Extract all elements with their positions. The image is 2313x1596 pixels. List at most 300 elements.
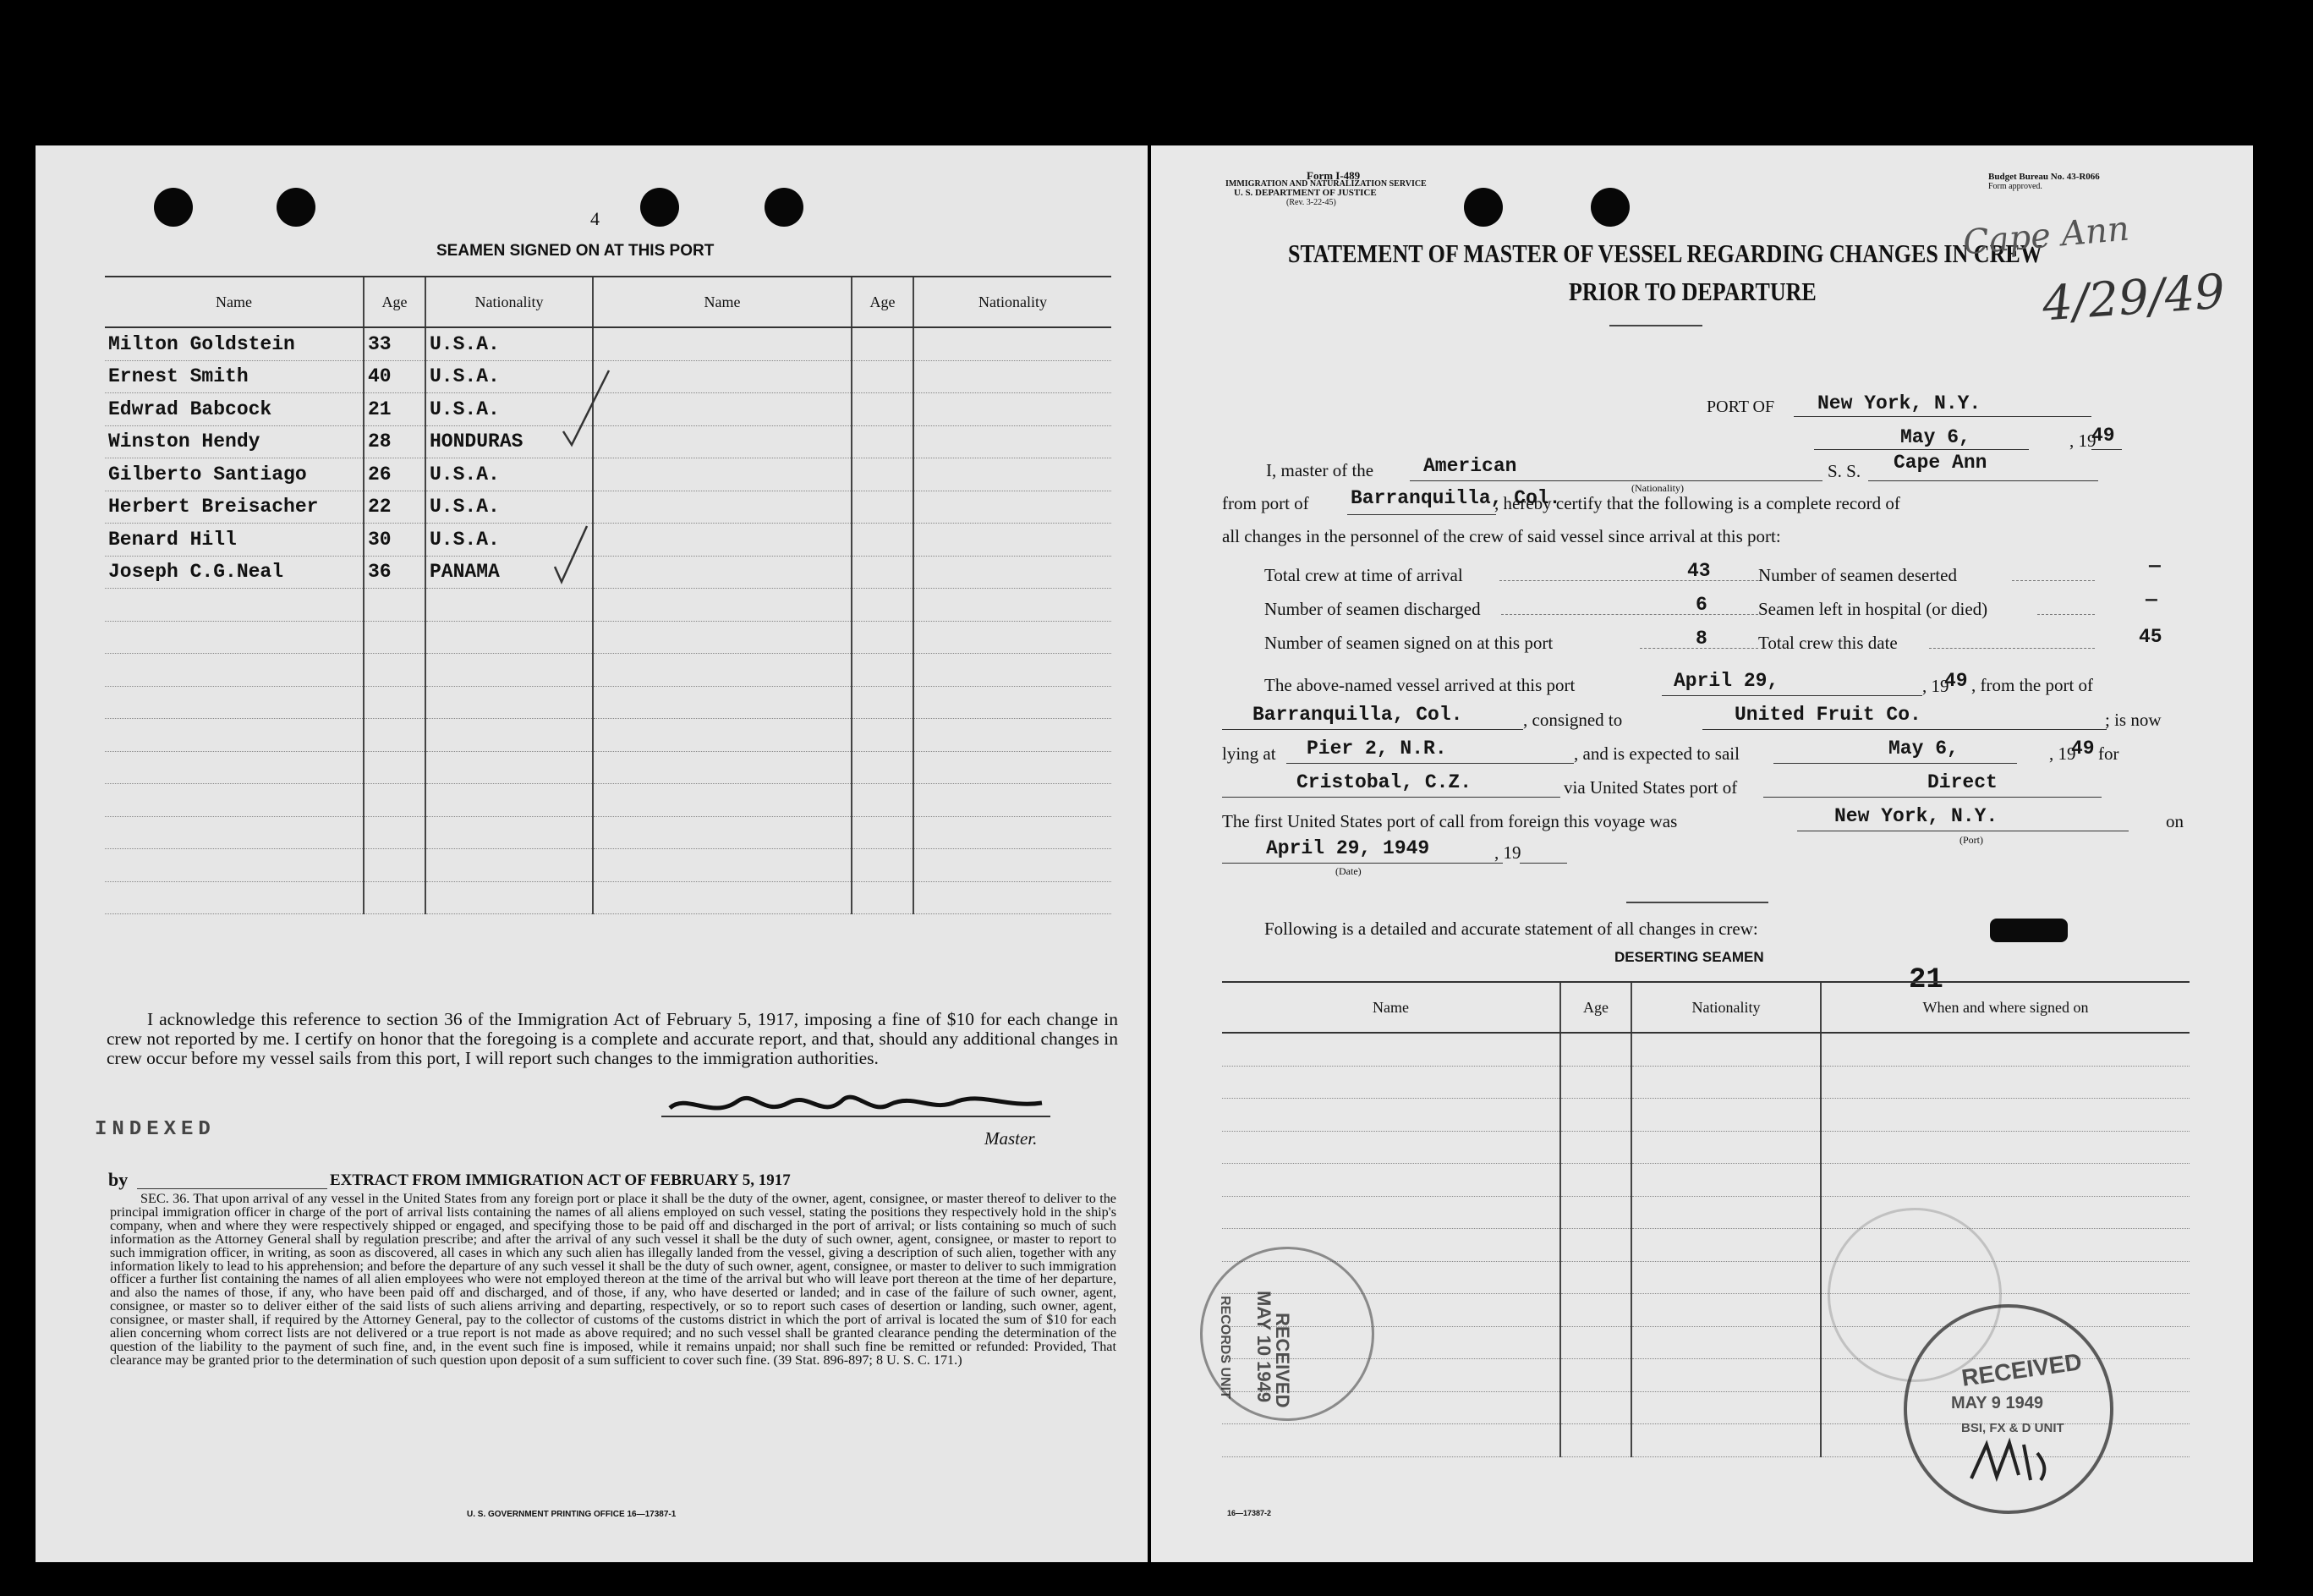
via-port: Direct	[1927, 771, 1998, 793]
nationality-line	[1410, 480, 1822, 481]
empty-cell	[913, 393, 1111, 426]
agency-line2: U. S. DEPARTMENT OF JUSTICE	[1234, 188, 1377, 198]
seaman-name	[105, 719, 364, 752]
empty-cell	[913, 425, 1111, 458]
empty-cell	[852, 719, 913, 752]
first-port-text: The first United States port of call from foreign this voyage was	[1222, 811, 1678, 831]
empty-cell	[1560, 1261, 1631, 1294]
from-port-line	[1347, 514, 1496, 515]
seaman-age: 36	[364, 556, 425, 589]
empty-cell	[913, 654, 1111, 687]
table-row	[105, 719, 1111, 752]
empty-cell	[913, 327, 1111, 360]
form-title-line1: STATEMENT OF MASTER OF VESSEL REGARDING CHANGES IN CREW	[1288, 239, 2042, 268]
stamp-right-line1: RECEIVED	[1959, 1348, 2084, 1391]
column-header: Age	[364, 277, 425, 327]
table-row	[105, 816, 1111, 849]
empty-cell	[1222, 1099, 1560, 1132]
seaman-age	[364, 849, 425, 882]
punch-hole	[154, 188, 193, 227]
seaman-age: 30	[364, 524, 425, 557]
agency-line1: IMMIGRATION AND NATURALIZATION SERVICE	[1225, 179, 1427, 189]
table-row	[105, 393, 1111, 426]
table-row	[105, 589, 1111, 622]
punch-hole	[1464, 188, 1503, 227]
empty-cell	[593, 589, 852, 622]
certify-text1: , hereby certify that the following is a complete record of	[1494, 493, 1900, 513]
deserted-value: —	[2149, 555, 2161, 577]
empty-cell	[1631, 1294, 1821, 1327]
by-line	[137, 1188, 327, 1189]
seaman-age	[364, 719, 425, 752]
seaman-nationality	[425, 719, 593, 752]
nationality-caption: (Nationality)	[1631, 482, 1684, 494]
seaman-nationality: U.S.A.	[425, 458, 593, 491]
empty-cell	[1631, 1359, 1821, 1392]
empty-cell	[1631, 1033, 1821, 1066]
seaman-age: 33	[364, 327, 425, 360]
empty-cell	[852, 784, 913, 817]
table-row	[1222, 1033, 2190, 1066]
empty-cell	[593, 686, 852, 719]
signed-on-label: Number of seamen signed on at this port	[1264, 633, 1554, 653]
stamp-left-line3: RECORDS UNIT	[1218, 1296, 1232, 1399]
punch-hole	[277, 188, 315, 227]
port-line	[1794, 416, 2091, 417]
form-title-line2: PRIOR TO DEPARTURE	[1569, 277, 1817, 306]
stamp-left-line1: RECEIVED	[1272, 1313, 1293, 1408]
seaman-nationality	[425, 751, 593, 784]
empty-cell	[1560, 1391, 1631, 1424]
empty-cell	[593, 751, 852, 784]
left-page	[36, 145, 1148, 1562]
seaman-age	[364, 654, 425, 687]
empty-cell	[913, 360, 1111, 393]
hospital-value: —	[2146, 589, 2157, 611]
seaman-age: 26	[364, 458, 425, 491]
empty-cell	[852, 751, 913, 784]
seaman-nationality: U.S.A.	[425, 360, 593, 393]
stamp-right-line3: BSI, FX & D UNIT	[1961, 1421, 2064, 1435]
ss-label: S. S.	[1828, 461, 1861, 481]
seaman-age	[364, 589, 425, 622]
column-header: Name	[1222, 982, 1560, 1033]
section-rule	[1626, 902, 1768, 903]
empty-cell	[593, 491, 852, 524]
empty-cell	[913, 719, 1111, 752]
punch-hole	[765, 188, 803, 227]
seaman-name	[105, 849, 364, 882]
empty-cell	[1631, 1066, 1821, 1099]
empty-cell	[1821, 1131, 2190, 1164]
total-crew-arrival-label: Total crew at time of arrival	[1264, 565, 1463, 585]
empty-cell	[913, 751, 1111, 784]
table-header-row	[105, 277, 1111, 327]
empty-cell	[852, 524, 913, 557]
seaman-age	[364, 784, 425, 817]
handwritten-date: 4/29/49	[2040, 264, 2227, 332]
printer-line: U. S. GOVERNMENT PRINTING OFFICE 16—17387-1	[467, 1510, 677, 1519]
first-port-year-line	[1520, 863, 1567, 864]
empty-cell	[1631, 1099, 1821, 1132]
date-caption: (Date)	[1335, 865, 1362, 877]
first-port-date: April 29, 1949	[1266, 837, 1430, 859]
empty-cell	[852, 327, 913, 360]
stamp-left-line2: MAY 10 1949	[1253, 1291, 1274, 1403]
handwritten-ship-name: Cape Ann	[1961, 209, 2131, 263]
deserting-number: 21	[1909, 964, 1943, 996]
seaman-nationality	[425, 816, 593, 849]
empty-cell	[913, 816, 1111, 849]
empty-cell	[913, 556, 1111, 589]
redaction-mark	[1990, 919, 2068, 942]
table-row	[1222, 1066, 2190, 1099]
leader-dots	[2037, 614, 2095, 615]
seaman-nationality: U.S.A.	[425, 524, 593, 557]
table-row	[105, 425, 1111, 458]
empty-cell	[852, 556, 913, 589]
total-crew-date: 45	[2139, 626, 2162, 648]
empty-cell	[852, 393, 913, 426]
empty-cell	[593, 327, 852, 360]
seaman-nationality: U.S.A.	[425, 491, 593, 524]
empty-cell	[1560, 1359, 1631, 1392]
empty-cell	[1222, 1164, 1560, 1197]
empty-cell	[593, 524, 852, 557]
seaman-name	[105, 751, 364, 784]
seaman-nationality	[425, 849, 593, 882]
table-row	[105, 524, 1111, 557]
extract-text: SEC. 36. That upon arrival of any vessel in the United States from any foreign port or place it shall be the duty of the owner, agent, consignee, or master thereof to deliver to the principal immigration officer in charge of the port of arrival lists containing the names of all aliens employed on such vessel, stating the positions they respectively hold in the ship's company, when and where they were respectively shipped or engaged, and specifying those to be paid off and discharged in the port of arrival; or lists containing so much of such information as the Attorney General shall by regulation prescribe; and after the arrival of any such vessel it shall be the duty of such owner, agent, consignee, or master to report to such immigration officer, in writing, as soon as discovered, all cases in which any such alien has illegally landed from the vessel, giving a description of such alien, together with any information likely to lead to his apprehension; and before the departure of any such vessel it shall be the duty of such owner, agent, consignee, or master to deliver to such immigration officer a further list containing the names of all alien employees who were not employed thereon at the time of the arrival but who will leave port thereon at the time of her departure, and also the names of those, if any, who have been paid off and discharged, and of those, if any, who have deserted or landed; and in case of the failure of such owner, agent, consignee, or master so to deliver either of the said lists of such aliens arriving and departing, respectively, or so to report such cases of desertion or landing, such owner, agent, consignee, or master shall, if required by the Attorney General, pay to the collector of customs of the customs district in which the port of arrival is located the sum of $10 for each alien concerning whom correct lists are not delivered or a true report is not made as above required; and no such vessel shall be granted clearance pending the determination of the question of the liability to the payment of such fine, and, in the event such fine is imposed, while it remains unpaid; nor shall such fine be remitted or refunded: Provided, That clearance may be granted prior to the determination of such question upon deposit of a sum sufficient to cover such fine. (39 Stat. 896-897; 8 U. S. C. 171.)	[110, 1191, 1116, 1368]
year-line	[2091, 449, 2122, 450]
destination: Cristobal, C.Z.	[1296, 771, 1472, 793]
empty-cell	[852, 686, 913, 719]
punch-hole	[640, 188, 679, 227]
empty-cell	[1821, 1033, 2190, 1066]
empty-cell	[1222, 1033, 1560, 1066]
arrived-date-line	[1662, 695, 1922, 696]
port-value: New York, N.Y.	[1817, 392, 1981, 414]
extract-title: EXTRACT FROM IMMIGRATION ACT OF FEBRUARY 5, 1917	[330, 1171, 791, 1189]
ship-line	[1868, 480, 2098, 481]
empty-cell	[1560, 1131, 1631, 1164]
seaman-nationality	[425, 784, 593, 817]
empty-cell	[852, 654, 913, 687]
column-header: Name	[593, 277, 852, 327]
table-row	[105, 458, 1111, 491]
empty-cell	[593, 425, 852, 458]
table-row	[105, 327, 1111, 360]
empty-cell	[593, 393, 852, 426]
budget-line2: Form approved.	[1988, 182, 2042, 191]
footer-code: 16—17387-2	[1227, 1509, 1272, 1517]
empty-cell	[913, 589, 1111, 622]
table-row	[105, 654, 1111, 687]
lying-at-text: lying at	[1222, 743, 1276, 764]
lying-at: Pier 2, N.R.	[1307, 738, 1447, 760]
by-label: by	[108, 1169, 129, 1190]
seaman-age	[364, 621, 425, 654]
empty-cell	[1631, 1229, 1821, 1262]
master-signature	[661, 1083, 1059, 1133]
nineteen-2: , 19	[2049, 743, 2076, 764]
nationality-value: American	[1423, 455, 1517, 477]
seaman-name	[105, 589, 364, 622]
seaman-age: 40	[364, 360, 425, 393]
arrived-text: The above-named vessel arrived at this port	[1264, 675, 1576, 695]
empty-cell	[1631, 1164, 1821, 1197]
seaman-nationality	[425, 654, 593, 687]
seaman-name	[105, 654, 364, 687]
table-row	[105, 556, 1111, 589]
empty-cell	[593, 719, 852, 752]
seaman-name	[105, 881, 364, 914]
empty-cell	[852, 491, 913, 524]
port-caption: (Port)	[1959, 834, 1983, 846]
punch-hole	[1591, 188, 1630, 227]
column-header: Nationality	[913, 277, 1111, 327]
empty-cell	[913, 784, 1111, 817]
empty-cell	[852, 360, 913, 393]
table-row	[1222, 1164, 2190, 1197]
nineteen-1: , 19	[1922, 676, 1949, 696]
empty-cell	[913, 686, 1111, 719]
leader-dots	[1501, 614, 1758, 615]
empty-cell	[1222, 1196, 1560, 1229]
empty-cell	[852, 425, 913, 458]
seaman-age	[364, 881, 425, 914]
empty-cell	[593, 849, 852, 882]
from-port-value: Barranquilla, Col.	[1351, 487, 1561, 509]
signed-on-table	[105, 276, 1111, 914]
seaman-nationality: PANAMA	[425, 556, 593, 589]
following-text: Following is a detailed and accurate statement of all changes in crew:	[1264, 919, 1758, 939]
table-row	[105, 751, 1111, 784]
arrived-date: April 29,	[1674, 670, 1779, 692]
on-text: on	[2166, 811, 2184, 831]
lying-at-line	[1286, 763, 1574, 764]
empty-cell	[913, 881, 1111, 914]
form-number: Form I-489	[1307, 169, 1361, 182]
table-row	[1222, 1229, 2190, 1262]
empty-cell	[1560, 1196, 1631, 1229]
column-header: Age	[852, 277, 913, 327]
empty-cell	[1821, 1066, 2190, 1099]
seaman-age: 21	[364, 393, 425, 426]
empty-cell	[1222, 1131, 1560, 1164]
leader-dots	[2012, 580, 2095, 581]
column-header: Nationality	[1631, 982, 1821, 1033]
seaman-nationality	[425, 686, 593, 719]
empty-cell	[593, 654, 852, 687]
empty-cell	[913, 491, 1111, 524]
seaman-nationality: U.S.A.	[425, 393, 593, 426]
table-row	[1222, 1196, 2190, 1229]
column-header: When and where signed on	[1821, 982, 2190, 1033]
stamp-right-line2: MAY 9 1949	[1951, 1394, 2043, 1412]
empty-cell	[593, 360, 852, 393]
empty-cell	[1222, 1066, 1560, 1099]
empty-cell	[593, 556, 852, 589]
seaman-nationality	[425, 589, 593, 622]
seaman-nationality	[425, 881, 593, 914]
for-text: for	[2098, 743, 2119, 764]
date-value: May 6,	[1900, 426, 1970, 448]
budget-line1: Budget Bureau No. 43-R066	[1988, 172, 2100, 182]
arrived-from: Barranquilla, Col.	[1252, 704, 1463, 726]
empty-cell	[593, 784, 852, 817]
empty-cell	[1560, 1164, 1631, 1197]
total-crew-arrival: 43	[1687, 560, 1711, 582]
column-header: Nationality	[425, 277, 593, 327]
sail-date-line	[1773, 763, 2017, 764]
empty-cell	[913, 458, 1111, 491]
via-line	[1763, 797, 2102, 798]
empty-cell	[1821, 1099, 2190, 1132]
column-header: Name	[105, 277, 364, 327]
seaman-age	[364, 751, 425, 784]
page-number: 4	[590, 208, 600, 229]
consigned-text: , consigned to	[1523, 710, 1623, 730]
leader-dots	[1499, 580, 1758, 581]
destination-line	[1222, 797, 1560, 798]
empty-cell	[1560, 1424, 1631, 1457]
seaman-nationality	[425, 621, 593, 654]
indexed-stamp: INDEXED	[95, 1118, 216, 1141]
empty-cell	[852, 816, 913, 849]
column-header: Age	[1560, 982, 1631, 1033]
date-line	[1814, 449, 2029, 450]
deserting-title: DESERTING SEAMEN	[1614, 949, 1764, 965]
seaman-age	[364, 816, 425, 849]
seaman-age	[364, 686, 425, 719]
empty-cell	[913, 621, 1111, 654]
empty-cell	[1560, 1326, 1631, 1359]
seaman-name: Ernest Smith	[105, 360, 364, 393]
from-port-of-text: , from the port of	[1971, 675, 2094, 695]
empty-cell	[913, 524, 1111, 557]
empty-cell	[1560, 1066, 1631, 1099]
empty-cell	[852, 458, 913, 491]
seaman-nationality: HONDURAS	[425, 425, 593, 458]
ship-name: Cape Ann	[1894, 452, 1987, 474]
empty-cell	[1631, 1196, 1821, 1229]
nineteen-3: , 19	[1494, 842, 1521, 863]
first-port: New York, N.Y.	[1834, 805, 1998, 827]
empty-cell	[593, 881, 852, 914]
seaman-name: Winston Hendy	[105, 425, 364, 458]
sail-date: May 6,	[1888, 738, 1959, 760]
table-header-row	[1222, 982, 2190, 1033]
table-row	[1222, 1131, 2190, 1164]
seaman-age: 28	[364, 425, 425, 458]
empty-cell	[1560, 1229, 1631, 1262]
empty-cell	[1560, 1294, 1631, 1327]
seaman-nationality: U.S.A.	[425, 327, 593, 360]
arrived-from-line	[1222, 729, 1523, 730]
stamp-initials	[1963, 1436, 2056, 1487]
empty-cell	[852, 881, 913, 914]
arrived-year: 49	[1944, 670, 1968, 692]
empty-cell	[852, 849, 913, 882]
table-row	[105, 621, 1111, 654]
table-row	[105, 784, 1111, 817]
year-value: 49	[2091, 425, 2115, 447]
seaman-name: Gilberto Santiago	[105, 458, 364, 491]
empty-cell	[1631, 1424, 1821, 1457]
table-row	[105, 849, 1111, 882]
section-title: SEAMEN SIGNED ON AT THIS PORT	[436, 242, 715, 260]
table-row	[105, 686, 1111, 719]
seaman-name	[105, 621, 364, 654]
certify-text2: all changes in the personnel of the crew of said vessel since arrival at this port:	[1222, 526, 1781, 546]
port-label: PORT OF	[1707, 398, 1775, 416]
sail-year: 49	[2071, 738, 2095, 760]
first-port-date-line	[1222, 863, 1503, 864]
right-page	[1151, 145, 2253, 1562]
is-now-text: ; is now	[2105, 710, 2162, 730]
via-text: via United States port of	[1564, 777, 1738, 798]
total-crew-date-label: Total crew this date	[1758, 633, 1898, 653]
empty-cell	[1631, 1326, 1821, 1359]
seaman-name: Herbert Breisacher	[105, 491, 364, 524]
consignee: United Fruit Co.	[1735, 704, 1921, 726]
master-of-label: I, master of the	[1266, 460, 1374, 480]
seaman-name	[105, 816, 364, 849]
expected-text: , and is expected to sail	[1574, 743, 1740, 764]
seaman-name	[105, 784, 364, 817]
empty-cell	[1631, 1391, 1821, 1424]
empty-cell	[913, 849, 1111, 882]
seaman-age: 22	[364, 491, 425, 524]
table-row	[105, 881, 1111, 914]
empty-cell	[1560, 1033, 1631, 1066]
master-label: Master.	[984, 1128, 1038, 1149]
seaman-name: Milton Goldstein	[105, 327, 364, 360]
year-prefix: , 19	[2069, 431, 2096, 451]
discharged-label: Number of seamen discharged	[1264, 599, 1481, 619]
seaman-name: Joseph C.G.Neal	[105, 556, 364, 589]
leader-dots	[1929, 648, 2095, 649]
empty-cell	[1560, 1099, 1631, 1132]
empty-cell	[852, 621, 913, 654]
empty-cell	[1631, 1131, 1821, 1164]
from-port-label: from port of	[1222, 493, 1309, 513]
empty-cell	[1631, 1261, 1821, 1294]
table-row	[1222, 1099, 2190, 1132]
table-row	[105, 360, 1111, 393]
signed-on-value: 8	[1696, 628, 1707, 650]
title-rule	[1609, 325, 1702, 326]
empty-cell	[593, 816, 852, 849]
table-row	[1222, 1261, 2190, 1294]
empty-cell	[852, 589, 913, 622]
seaman-name	[105, 686, 364, 719]
discharged-value: 6	[1696, 594, 1707, 616]
seaman-name: Benard Hill	[105, 524, 364, 557]
deserted-label: Number of seamen deserted	[1758, 565, 1957, 585]
empty-cell	[1222, 1424, 1560, 1457]
empty-cell	[1821, 1164, 2190, 1197]
empty-cell	[593, 621, 852, 654]
seaman-name: Edwrad Babcock	[105, 393, 364, 426]
hospital-label: Seamen left in hospital (or died)	[1758, 599, 1988, 619]
acknowledgement-text: I acknowledge this reference to section 36 of the Immigration Act of February 5, 1917, imposing a fine of $10 for each change in crew not reported by me. I certify on honor that the foregoing is a complete and accurate report, and that, should any additional changes in crew occur before my vessel sails from this port, I will report such changes to the immigration authorities.	[107, 1009, 1118, 1068]
empty-cell	[593, 458, 852, 491]
revision: (Rev. 3-22-45)	[1286, 198, 1336, 207]
table-row	[105, 491, 1111, 524]
consignee-line	[1702, 729, 2107, 730]
